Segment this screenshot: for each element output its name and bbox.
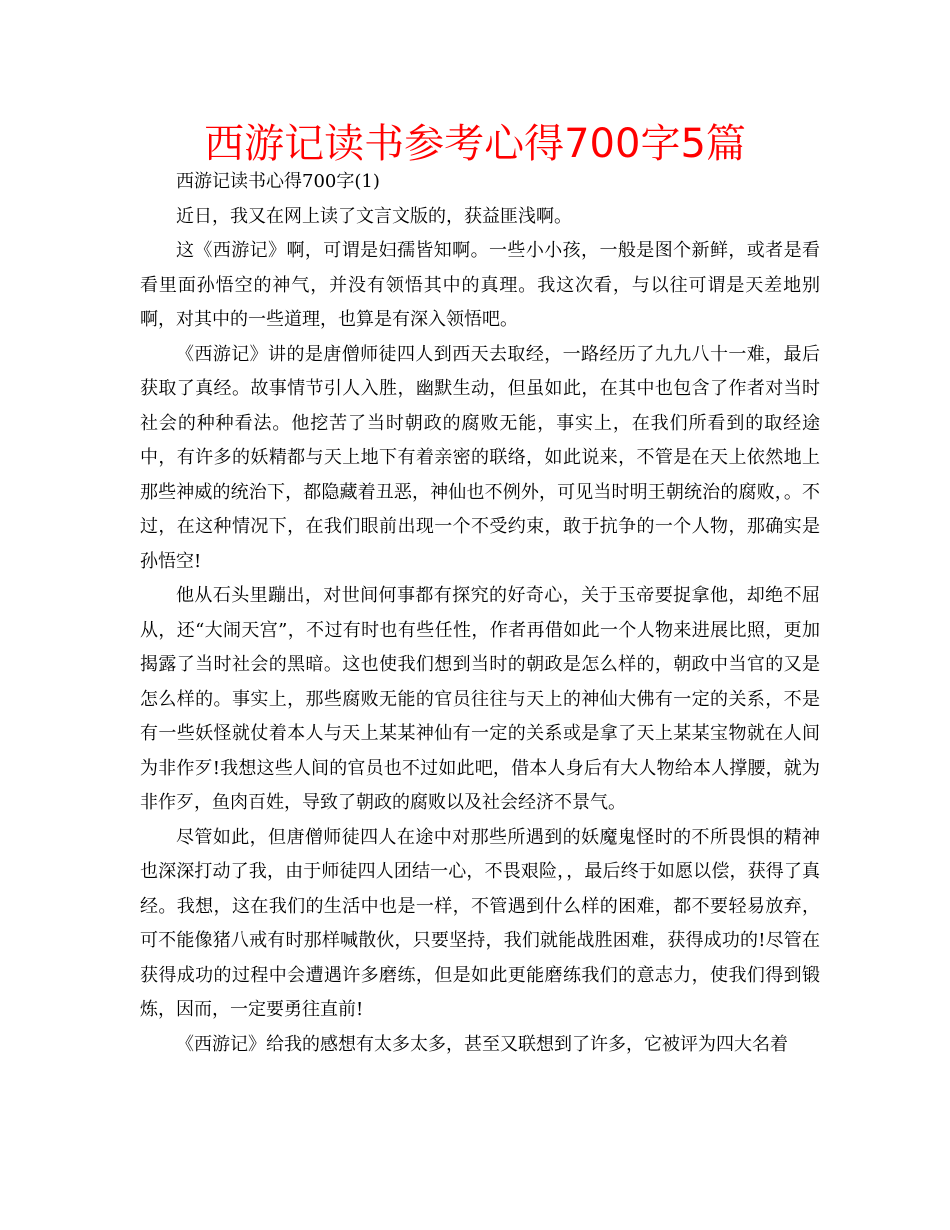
paragraph: 他从石头里蹦出，对世间何事都有探究的好奇心，关于玉帝要捉拿他，却绝不屈从，还“大闹天宫”，不过有时也有些任性，作者再借如此一个人物来进展比照，更加揭露了当时社会的黑暗。这也使我们想到当时的朝政是怎么样的，朝政中当官的又是怎么样的。事实上，那些腐败无能的官员往往与天上的神仙大佛有一定的关系，不是有一些妖怪就仗着本人与天上某某神仙有一定的关系或是拿了天上某某宝物就在人间为非作歹!我想这些人间的官员也不过如此吧，借本人身后有大人物给本人撑腰，就为非作歹，鱼肉百姓，导致了朝政的腐败以及社会经济不景气。	[140, 585, 820, 813]
paragraph: 近日，我又在网上读了文言文版的，获益匪浅啊。	[176, 205, 572, 227]
paragraph: 这《西游记》啊，可谓是妇孺皆知啊。一些小小孩，一般是图个新鲜，或者是看看里面孙悟空的神气，并没有领悟其中的真理。我这次看，与以往可谓是天差地别啊，对其中的一些道理，也算是有深入领悟吧。	[140, 240, 820, 330]
paragraph: 《西游记》讲的是唐僧师徒四人到西天去取经，一路经历了九九八十一难，最后获取了真经。故事情节引人入胜，幽默生动，但虽如此，在其中也包含了作者对当时社会的种种看法。他挖苦了当时朝政的腐败无能，事实上，在我们所看到的取经途中，有许多的妖精都与天上地下有着亲密的联络，如此说来，不管是在天上依然地上那些神威的统治下，都隐藏着丑恶，神仙也不例外，可见当时明王朝统治的腐败，。不过，在这种情况下，在我们眼前出现一个不受约束，敢于抗争的一个人物，那确实是孙悟空!	[140, 343, 820, 572]
subtitle: 西游记读书心得700字(1)	[176, 171, 380, 192]
paragraph: 《西游记》给我的感想有太多太多，甚至又联想到了许多，它被评为四大名着	[176, 1033, 788, 1055]
paragraph: 尽管如此，但唐僧师徒四人在途中对那些所遇到的妖魔鬼怪时的不所畏惧的精神也深深打动了我，由于师徒四人团结一心，不畏艰险，，最后终于如愿以偿，获得了真经。我想，这在我们的生活中也是一样，不管遇到什么样的困难，都不要轻易放弃，可不能像猪八戒有时那样喊散伙，只要坚持，我们就能战胜困难，获得成功的!尽管在获得成功的过程中会遭遇许多磨练，但是如此更能磨练我们的意志力，使我们得到锻炼，因而，一定要勇往直前!	[140, 826, 820, 1020]
document-body	[140, 165, 820, 1062]
document-title: 西游记读书参考心得700字5篇	[204, 121, 746, 167]
